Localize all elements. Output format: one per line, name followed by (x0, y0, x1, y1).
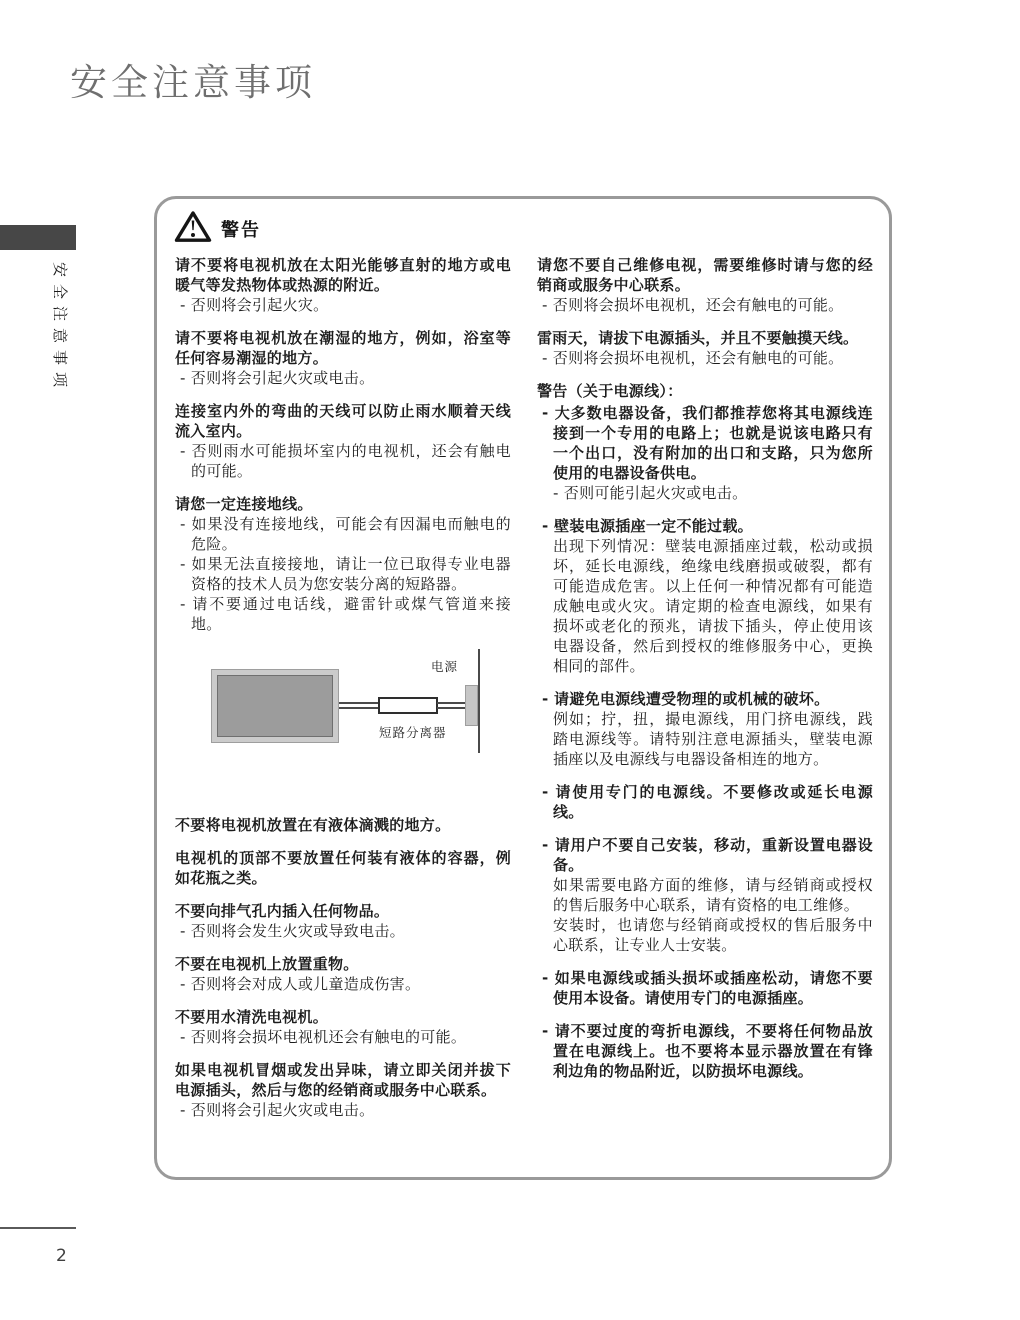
page-title: 安全注意事项 (70, 61, 316, 104)
left-column-blocks-top (175, 255, 511, 634)
right-column-blocks (537, 255, 873, 1081)
text-line: 不要向排气孔内插入任何物品。 (175, 902, 390, 920)
separator-label: 短路分离器 (379, 725, 447, 740)
text-line: 不要将电视机放置在有液体滴溅的地方。 (175, 816, 451, 834)
dash-line: - 否则将会损坏电视机，还会有触电的可能。 (542, 296, 844, 314)
dash-line: - 请使用专门的电源线。不要修改或延长电源线。 (542, 783, 873, 821)
dash-line: - 否则可能引起火灾或电击。 (553, 484, 748, 502)
dash-line: - 否则将会损坏电视机还会有触电的可能。 (180, 1028, 467, 1046)
text-block (175, 815, 511, 835)
text-line: 如果电视机冒烟或发出异味，请立即关闭并拔下电源插头，然后与您的经销商或服务中心联系。 (175, 1061, 511, 1099)
text-block (175, 954, 511, 994)
dash-line: - 否则将会对成人或儿童造成伤害。 (180, 975, 421, 993)
text-block (537, 381, 873, 401)
wall-line (478, 649, 480, 753)
dash-line: - 壁装电源插座一定不能过载。 (542, 517, 753, 535)
text-line: 请不要将电视机放在潮湿的地方，例如，浴室等任何容易潮湿的地方。 (175, 329, 511, 367)
text-line: 电视机的顶部不要放置任何装有液体的容器，例如花瓶之类。 (175, 849, 511, 887)
dash-line: - 否则将会引起火灾或电击。 (180, 369, 375, 387)
warning-triangle-icon (174, 210, 212, 247)
text-line: 出现下列情况：壁装电源插座过载，松动或损坏，延长电源线，绝缘电线磨损或破裂，都有可能造成危害。以上任何一种情况都有可能造成触电或火灾。请定期的检查电源线，如果有损坏或老化的预兆，请拔下插头，停止使用该电器设备，然后到授权的维修服务中心，更换相同的部件。 (553, 537, 873, 675)
power-cord-wire (339, 702, 379, 709)
text-block (537, 689, 873, 769)
tv-illustration (211, 669, 339, 743)
text-block (537, 328, 873, 368)
text-line: 连接室内外的弯曲的天线可以防止雨水顺着天线流入室内。 (175, 402, 511, 440)
grounding-diagram (175, 647, 511, 779)
dash-line: - 否则将会发生火灾或导致电击。 (180, 922, 405, 940)
text-line: 请您一定连接地线。 (175, 495, 313, 513)
text-block (175, 1007, 511, 1047)
text-block (175, 848, 511, 888)
right-column (537, 255, 873, 1133)
text-line: 警告（关于电源线）： (537, 382, 683, 400)
text-line: 安装时，也请您与经销商或授权的售后服务中心联系，让专业人士安装。 (553, 916, 873, 954)
dash-line: - 请避免电源线遭受物理的或机械的破坏。 (542, 690, 830, 708)
warning-label: 警告 (221, 219, 261, 241)
warning-header (174, 210, 889, 247)
text-block (175, 1060, 511, 1120)
dash-line: - 否则将会引起火灾或电击。 (180, 1101, 375, 1119)
chapter-tab (0, 225, 76, 250)
left-column-blocks-bottom (175, 815, 511, 1120)
text-line: 雷雨天，请拔下电源插头，并且不要触摸天线。 (537, 329, 859, 347)
text-line: 不要在电视机上放置重物。 (175, 955, 359, 973)
text-line: 请不要将电视机放在太阳光能够直射的地方或电暖气等发热物体或热源的附近。 (175, 256, 511, 294)
text-line: 请您不要自己维修电视，需要维修时请与您的经销商或服务中心联系。 (537, 256, 873, 294)
text-block (537, 968, 873, 1008)
page-number: 2 (56, 1246, 67, 1266)
dash-line: - 如果没有连接地线，可能会有因漏电而触电的危险。 (180, 515, 511, 553)
dash-line: - 大多数电器设备，我们都推荐您将其电源线连接到一个专用的电路上；也就是说该电路只有一个出口，没有附加的出口和支路，只为您所使用的电器设备供电。 (542, 404, 873, 482)
text-block (175, 255, 511, 315)
text-line: 不要用水清洗电视机。 (175, 1008, 329, 1026)
dash-line: - 否则将会引起火灾。 (180, 296, 329, 314)
circuit-breaker-box (378, 697, 438, 714)
text-block (537, 403, 873, 503)
text-block (537, 516, 873, 676)
tv-screen (217, 675, 333, 737)
power-cord-wire (437, 702, 466, 709)
chapter-label-vertical: 安全注意事项 (51, 262, 69, 395)
dash-line: - 如果电源线或插头损坏或插座松动，请您不要使用本设备。请使用专门的电源插座。 (542, 969, 873, 1007)
text-block (175, 328, 511, 388)
dash-line: - 否则将会损坏电视机，还会有触电的可能。 (542, 349, 844, 367)
dash-line: - 如果无法直接接地，请让一位已取得专业电器资格的技术人员为您安装分离的短路器。 (180, 555, 511, 593)
dash-line: - 否则雨水可能损坏室内的电视机，还会有触电的可能。 (180, 442, 511, 480)
text-block (537, 835, 873, 955)
text-block (175, 401, 511, 481)
text-line: 例如；拧，扭，撮电源线，用门挤电源线，践踏电源线等。请特别注意电源插头，壁装电源插座以及电源线与电器设备相连的地方。 (553, 710, 873, 768)
text-block (537, 1021, 873, 1081)
power-label: 电源 (431, 659, 459, 674)
text-block (175, 494, 511, 634)
text-block (175, 901, 511, 941)
wall-outlet (465, 685, 478, 726)
warning-box (154, 196, 892, 1180)
text-line: 如果需要电路方面的维修，请与经销商或授权的售后服务中心联系，请有资格的电工维修。 (553, 876, 873, 914)
dash-line: - 请不要通过电话线，避雷针或煤气管道来接地。 (180, 595, 511, 633)
text-block (537, 782, 873, 822)
warning-columns (157, 255, 889, 1133)
dash-line: - 请用户不要自己安装，移动，重新设置电器设备。 (542, 836, 873, 874)
footer-rule (0, 1227, 76, 1229)
dash-line: - 请不要过度的弯折电源线，不要将任何物品放置在电源线上。也不要将本显示器放置在有锋利边角的物品附近，以防损坏电源线。 (542, 1022, 873, 1080)
left-column (175, 255, 511, 1133)
text-block (537, 255, 873, 315)
